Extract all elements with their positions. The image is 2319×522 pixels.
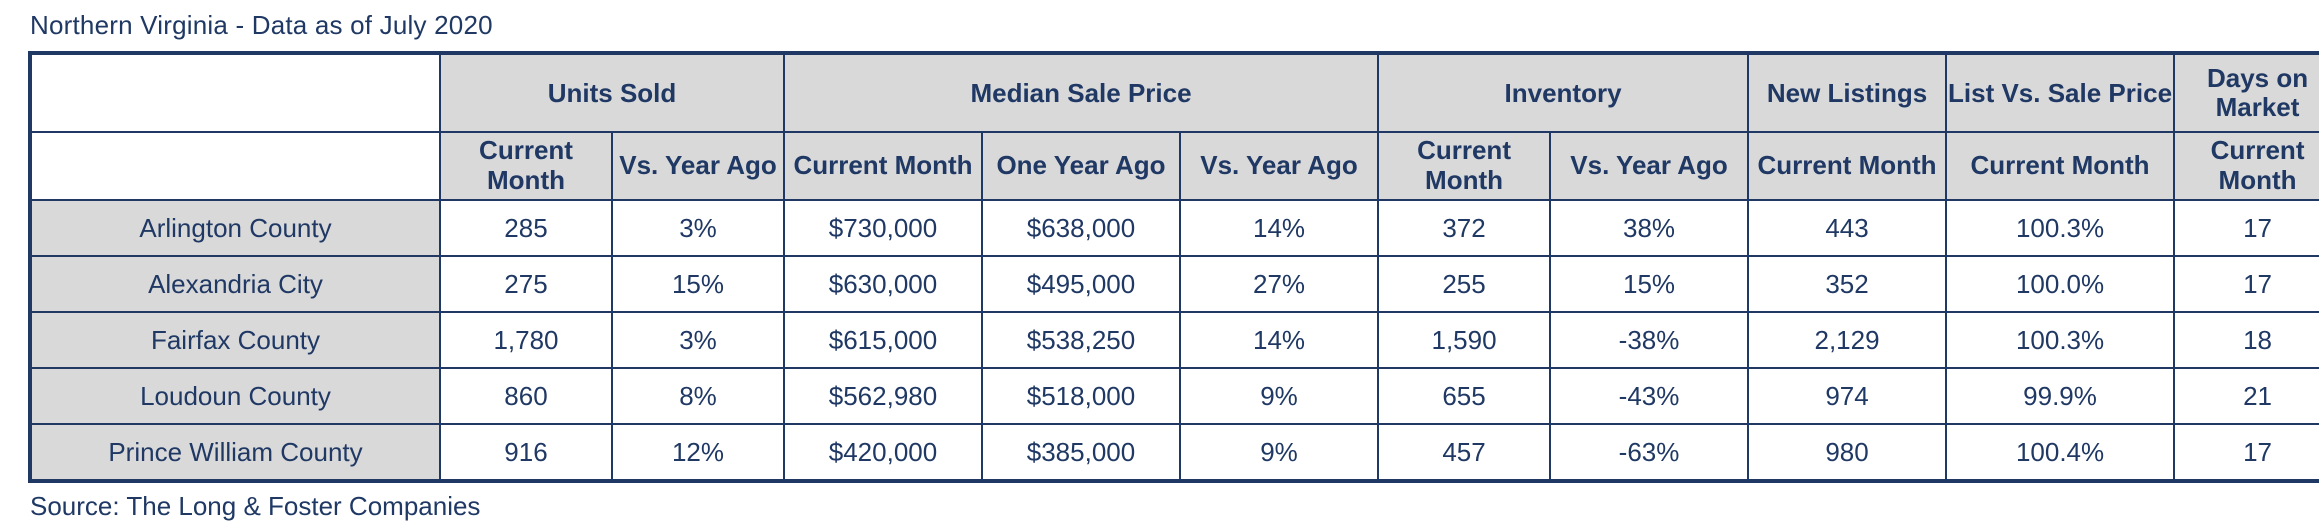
sub-header-units-sold-vs-year-ago: Vs. Year Ago (612, 132, 784, 200)
cell-loudoun-median-price-current: $562,980 (784, 368, 982, 424)
table-corner-cell-2 (30, 132, 440, 200)
table-corner-cell (30, 53, 440, 132)
row-label-arlington-county: Arlington County (30, 200, 440, 256)
cell-arlington-days-on-market: 17 (2174, 200, 2319, 256)
row-label-alexandria-city: Alexandria City (30, 256, 440, 312)
cell-fairfax-days-on-market: 18 (2174, 312, 2319, 368)
cell-loudoun-list-vs-sale: 99.9% (1946, 368, 2174, 424)
cell-fairfax-median-price-current: $615,000 (784, 312, 982, 368)
sub-header-new-listings-current-month: Current Month (1748, 132, 1946, 200)
cell-alexandria-median-price-current: $630,000 (784, 256, 982, 312)
row-label-prince-william-county: Prince William County (30, 424, 440, 481)
sub-header-row (30, 132, 2319, 200)
sub-header-units-sold-current-month: Current Month (440, 132, 612, 200)
cell-loudoun-median-price-one-year: $518,000 (982, 368, 1180, 424)
sub-header-median-price-one-year-ago: One Year Ago (982, 132, 1180, 200)
sub-header-list-vs-sale-current-month: Current Month (1946, 132, 2174, 200)
table-row (30, 424, 2319, 481)
group-header-inventory: Inventory (1378, 53, 1748, 132)
cell-arlington-list-vs-sale: 100.3% (1946, 200, 2174, 256)
cell-prince-william-units-sold-current: 916 (440, 424, 612, 481)
sub-header-median-price-vs-year-ago: Vs. Year Ago (1180, 132, 1378, 200)
cell-fairfax-list-vs-sale: 100.3% (1946, 312, 2174, 368)
cell-prince-william-median-price-one-year: $385,000 (982, 424, 1180, 481)
group-header-units-sold: Units Sold (440, 53, 784, 132)
source-note: Source: The Long & Foster Companies (30, 491, 481, 521)
cell-prince-william-median-price-current: $420,000 (784, 424, 982, 481)
cell-alexandria-list-vs-sale: 100.0% (1946, 256, 2174, 312)
cell-prince-william-new-listings: 980 (1748, 424, 1946, 481)
cell-alexandria-units-sold-current: 275 (440, 256, 612, 312)
cell-alexandria-median-price-vs-year: 27% (1180, 256, 1378, 312)
sub-header-median-price-current-month: Current Month (784, 132, 982, 200)
cell-arlington-median-price-one-year: $638,000 (982, 200, 1180, 256)
row-label-loudoun-county: Loudoun County (30, 368, 440, 424)
cell-fairfax-median-price-one-year: $538,250 (982, 312, 1180, 368)
cell-fairfax-units-sold-current: 1,780 (440, 312, 612, 368)
cell-loudoun-median-price-vs-year: 9% (1180, 368, 1378, 424)
sub-header-inventory-vs-year-ago: Vs. Year Ago (1550, 132, 1748, 200)
cell-alexandria-inventory-vs-year: 15% (1550, 256, 1748, 312)
cell-arlington-inventory-vs-year: 38% (1550, 200, 1748, 256)
cell-prince-william-inventory-current: 457 (1378, 424, 1550, 481)
cell-arlington-units-sold-current: 285 (440, 200, 612, 256)
row-label-fairfax-county: Fairfax County (30, 312, 440, 368)
sub-header-days-on-market-current-month: Current Month (2174, 132, 2319, 200)
cell-loudoun-units-sold-vs-year: 8% (612, 368, 784, 424)
cell-alexandria-units-sold-vs-year: 15% (612, 256, 784, 312)
cell-arlington-units-sold-vs-year: 3% (612, 200, 784, 256)
cell-fairfax-median-price-vs-year: 14% (1180, 312, 1378, 368)
cell-prince-william-inventory-vs-year: -63% (1550, 424, 1748, 481)
cell-fairfax-inventory-current: 1,590 (1378, 312, 1550, 368)
cell-arlington-median-price-current: $730,000 (784, 200, 982, 256)
cell-alexandria-median-price-one-year: $495,000 (982, 256, 1180, 312)
cell-prince-william-list-vs-sale: 100.4% (1946, 424, 2174, 481)
cell-arlington-inventory-current: 372 (1378, 200, 1550, 256)
cell-fairfax-units-sold-vs-year: 3% (612, 312, 784, 368)
table-row (30, 368, 2319, 424)
cell-prince-william-median-price-vs-year: 9% (1180, 424, 1378, 481)
sub-header-inventory-current-month: Current Month (1378, 132, 1550, 200)
cell-prince-william-days-on-market: 17 (2174, 424, 2319, 481)
cell-arlington-new-listings: 443 (1748, 200, 1946, 256)
cell-loudoun-inventory-vs-year: -43% (1550, 368, 1748, 424)
cell-fairfax-new-listings: 2,129 (1748, 312, 1946, 368)
cell-loudoun-inventory-current: 655 (1378, 368, 1550, 424)
housing-statistics-table (28, 51, 2319, 483)
cell-alexandria-new-listings: 352 (1748, 256, 1946, 312)
cell-fairfax-inventory-vs-year: -38% (1550, 312, 1748, 368)
cell-alexandria-inventory-current: 255 (1378, 256, 1550, 312)
group-header-median-sale-price: Median Sale Price (784, 53, 1378, 132)
table-row (30, 200, 2319, 256)
group-header-row (30, 53, 2319, 132)
group-header-list-vs-sale-price: List Vs. Sale Price (1946, 53, 2174, 132)
cell-loudoun-units-sold-current: 860 (440, 368, 612, 424)
cell-loudoun-days-on-market: 21 (2174, 368, 2319, 424)
table-row (30, 256, 2319, 312)
cell-alexandria-days-on-market: 17 (2174, 256, 2319, 312)
cell-arlington-median-price-vs-year: 14% (1180, 200, 1378, 256)
cell-loudoun-new-listings: 974 (1748, 368, 1946, 424)
table-row (30, 312, 2319, 368)
group-header-days-on-market: Days on Market (2174, 53, 2319, 132)
cell-prince-william-units-sold-vs-year: 12% (612, 424, 784, 481)
group-header-new-listings: New Listings (1748, 53, 1946, 132)
report-title: Northern Virginia - Data as of July 2020 (30, 10, 493, 40)
